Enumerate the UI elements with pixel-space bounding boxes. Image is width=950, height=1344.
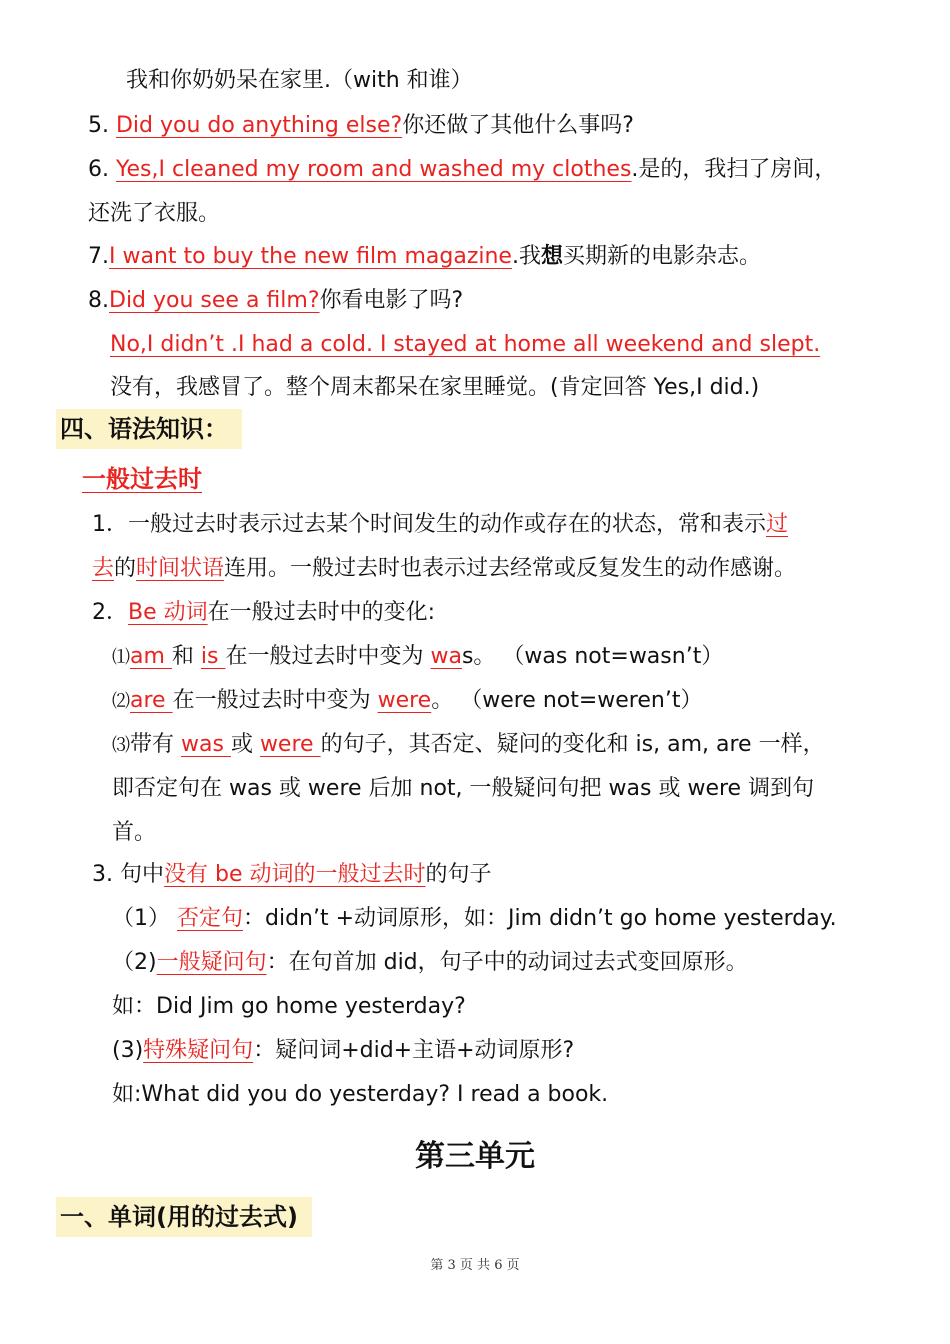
rule-1-highlight: 过 [766, 512, 789, 537]
english-question: Did you see a film? [109, 288, 320, 313]
word-were: were [377, 688, 432, 713]
word-was: was [181, 732, 231, 757]
item-5 [88, 111, 634, 141]
unit-3-heading [56, 1202, 312, 1234]
item-6 [88, 155, 836, 185]
english-answer: I want to buy the new film magazine [109, 244, 512, 269]
rule-2-3-line-2: 即否定句在 was 或 were 后加 not, 一般疑问句把 was 或 were 调到句 [112, 776, 815, 801]
item-8-translation: 没有，我感冒了。整个周末都呆在家里睡觉。(肯定回答 Yes,I did.) [110, 375, 760, 400]
rule-3-2 [112, 948, 748, 978]
item-number: 5. [88, 113, 116, 138]
rule-3-highlight: 没有 be 动词的一般过去时 [163, 862, 426, 887]
word-am: am [130, 644, 172, 669]
sub-number: (3) [112, 1038, 144, 1063]
item-8-answer: No,I didn’t .I had a cold. I stayed at home all weekend and slept. [110, 332, 821, 357]
grammar-subheading [82, 464, 202, 496]
chinese-translation: .是的，我扫了房间， [631, 157, 837, 182]
rule-2 [92, 598, 435, 628]
rule-text: ：疑问词+did+主语+动词原形? [253, 1038, 575, 1063]
rule-text: ：在句首加 did，句子中的动词过去式变回原形。 [266, 950, 748, 975]
item-number: 7. [88, 244, 109, 269]
rule-1 [92, 510, 788, 540]
rule-3-3-example: 如:What did you do yesterday? I read a book. [112, 1082, 609, 1107]
page-footer: 第 3 页 共 6 页 [430, 1258, 520, 1273]
rule-1-text-rest: 连用。一般过去时也表示过去经常或反复发生的动作感谢。 [224, 556, 797, 581]
circled-number: ⑶ [112, 735, 130, 756]
text: 的句子，其否定、疑问的变化和 is, am, are 一样， [320, 732, 825, 757]
item-6-continued: 还洗了衣服。 [88, 201, 221, 226]
item-8 [88, 286, 463, 316]
text: 或 [230, 732, 260, 757]
section-4-heading-text: 四、语法知识： [56, 409, 242, 449]
rule-2-3-line-3: 首。 [112, 820, 157, 845]
wh-question: 特殊疑问句 [143, 1038, 254, 1063]
sub-number: （2) [112, 950, 157, 975]
negative-sentence: 否定句 [177, 906, 244, 931]
rule-1-text: 1．一般过去时表示过去某个时间发生的动作或存在的状态，常和表示 [92, 512, 766, 537]
rule-1-highlight: 去 [92, 556, 115, 581]
grammar-subheading-text: 一般过去时 [82, 465, 202, 493]
chinese-translation: .我 [511, 244, 541, 269]
rule-number: 3. 句中 [92, 862, 164, 887]
rule-2-3 [112, 730, 825, 761]
rule-1-text: 的 [114, 556, 137, 581]
chinese-translation: 你还做了其他什么事吗? [402, 113, 634, 138]
text: s。 （was not=wasn’t） [461, 644, 724, 669]
rule-2-2 [112, 686, 702, 717]
word-are: are [130, 688, 173, 713]
rule-3-text: 的句子 [425, 862, 492, 887]
text: 在一般过去时中变为 [172, 688, 378, 713]
word-was: wa [430, 644, 462, 669]
text: 和 [171, 644, 201, 669]
text: 。 （were not=weren’t） [431, 688, 703, 713]
section-4-heading [56, 414, 242, 446]
english-answer: Yes,I cleaned my room and washed my clothes [115, 157, 632, 182]
rule-number: 2． [92, 600, 128, 625]
text: 在一般过去时中变为 [225, 644, 431, 669]
rule-2-1 [112, 642, 723, 673]
unit-3-heading-text: 一、单词(用的过去式) [56, 1197, 312, 1237]
item-number: 8. [88, 288, 109, 313]
item-number: 6. [88, 157, 116, 182]
time-adverbial: 时间状语 [136, 556, 225, 581]
sub-number: （1） [112, 906, 177, 931]
be-verb: Be 动词 [128, 600, 208, 625]
rule-1-continued [92, 554, 796, 584]
circled-number: ⑴ [112, 647, 130, 668]
rule-2-text: 在一般过去时中的变化: [207, 600, 436, 625]
text-line-with: 我和你奶奶呆在家里.（with 和谁） [126, 68, 473, 93]
unit-title: 第三单元 [415, 1139, 535, 1174]
rule-3-1 [112, 904, 837, 934]
rule-3 [92, 860, 492, 890]
bold-word: 想 [540, 244, 563, 269]
rule-3-3 [112, 1036, 574, 1066]
yes-no-question: 一般疑问句 [156, 950, 267, 975]
rule-3-2-example: 如：Did Jim go home yesterday? [112, 994, 466, 1019]
word-is: is [200, 644, 226, 669]
chinese-translation: 你看电影了吗? [319, 288, 464, 313]
rule-text: ：didn’t +动词原形，如：Jim didn’t go home yesterday. [243, 906, 837, 931]
english-answer: Did you do anything else? [115, 113, 403, 138]
circled-number: ⑵ [112, 691, 130, 712]
chinese-translation-rest: 买期新的电影杂志。 [563, 244, 762, 269]
word-were: were [259, 732, 321, 757]
item-7 [88, 242, 761, 272]
text: 带有 [130, 732, 181, 757]
